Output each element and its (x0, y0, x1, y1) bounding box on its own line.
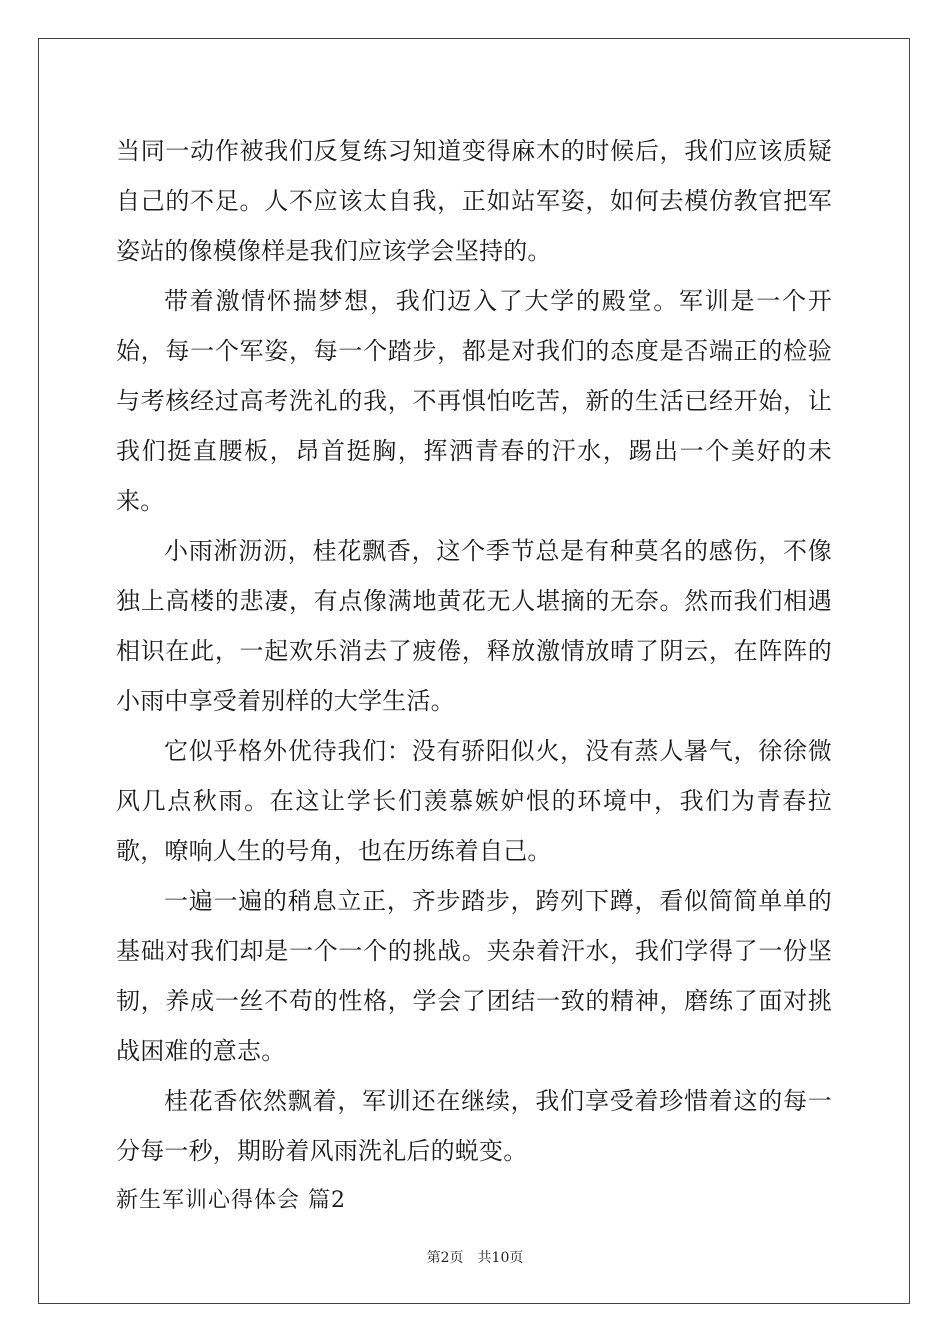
paragraph-2: 带着激情怀揣梦想，我们迈入了大学的殿堂。军训是一个开始，每一个军姿，每一个踏步，都是对我们的态度是否端正的检验与考核经过高考洗礼的我，不再惧怕吃苦，新的生活已经开始，让我们挺直腰板，昂首挺胸，挥洒青春的汗水，踢出一个美好的未来。 (116, 287, 832, 515)
document-body (116, 126, 832, 1226)
paragraph-4: 它似乎格外优待我们：没有骄阳似火，没有蒸人暑气，徐徐微风几点秋雨。在这让学长们羡慕嫉妒恨的环境中，我们为青春拉歌，嘹响人生的号角，也在历练着自己。 (116, 737, 832, 865)
paragraph-6: 桂花香依然飘着，军训还在继续，我们享受着珍惜着这的每一分每一秒，期盼着风雨洗礼后的蜕变。 (116, 1087, 832, 1165)
section-heading: 新生军训心得体会 篇2 (116, 1188, 346, 1213)
paragraph-1: 当同一动作被我们反复练习知道变得麻木的时候后，我们应该质疑自己的不足。人不应该太自我，正如站军姿，如何去模仿教官把军姿站的像模像样是我们应该学会坚持的。 (116, 137, 832, 265)
paragraph-3: 小雨淅沥沥，桂花飘香，这个季节总是有种莫名的感伤，不像独上高楼的悲凄，有点像满地黄花无人堪摘的无奈。然而我们相遇相识在此，一起欢乐消去了疲倦，释放激情放晴了阴云，在阵阵的小雨中享受着别样的大学生活。 (116, 537, 832, 715)
page-number-footer: 第2页 共10页 (426, 1250, 524, 1266)
paragraph-5: 一遍一遍的稍息立正，齐步踏步，跨列下蹲，看似简简单单的基础对我们却是一个一个的挑战。夹杂着汗水，我们学得了一份坚韧，养成一丝不苟的性格，学会了团结一致的精神，磨练了面对挑战困难的意志。 (116, 887, 832, 1065)
